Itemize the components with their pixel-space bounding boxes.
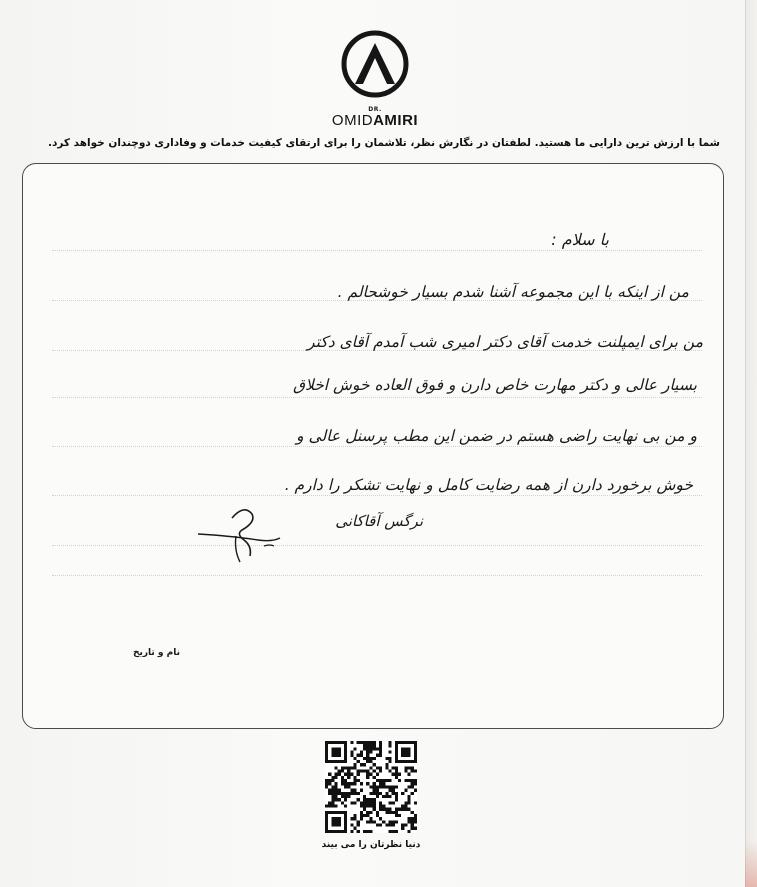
clinic-logo <box>331 30 419 130</box>
logo-name-light: OMID <box>331 112 374 129</box>
qr-caption: دنیا نظرتان را می بیند <box>321 840 421 850</box>
logo-name-bold: AMIRI <box>373 112 419 129</box>
handwritten-line: و من بی نهایت راضی هستم در ضمن این مطب پرسنل عالی و <box>296 427 697 445</box>
handwritten-line: بسیار عالی و دکتر مهارت خاص دارن و فوق العاده خوش اخلاق <box>292 376 697 394</box>
logo-dr-label: DR. <box>368 106 382 113</box>
ruled-line <box>52 397 702 398</box>
page-edge <box>745 0 757 887</box>
page-corner <box>745 840 757 887</box>
intro-text: شما با ارزش ترین دارایی ما هستید. لطفتان در نگارش نظر، تلاشمان را برای ارتقای کیفیت خدمات و وفاداری دوچندان خواهد کرد. <box>47 137 720 149</box>
handwritten-line: خوش برخورد دارن از همه رضایت کامل و نهایت تشکر را دارم . <box>284 476 693 494</box>
handwritten-line: من برای ایمپلنت خدمت آقای دکتر امیری شب آمدم آقای دکتر <box>307 333 703 351</box>
signature-icon <box>192 500 302 570</box>
handwritten-line: من از اینکه با این مجموعه آشنا شدم بسیار خوشحالم . <box>337 283 689 301</box>
handwritten-patient-name: نرگس آقاکانی <box>335 512 423 530</box>
ruled-line <box>52 250 702 251</box>
ruled-line <box>52 545 702 546</box>
ruled-line <box>52 495 702 496</box>
name-date-label: نام و تاریخ <box>132 648 180 658</box>
logo-name <box>325 112 425 129</box>
qr-code-icon[interactable] <box>325 741 417 833</box>
omid-amiri-logo-icon <box>341 30 409 98</box>
ruled-line <box>52 446 702 447</box>
handwritten-greeting: با سلام : <box>551 230 609 249</box>
ruled-line <box>52 575 702 576</box>
